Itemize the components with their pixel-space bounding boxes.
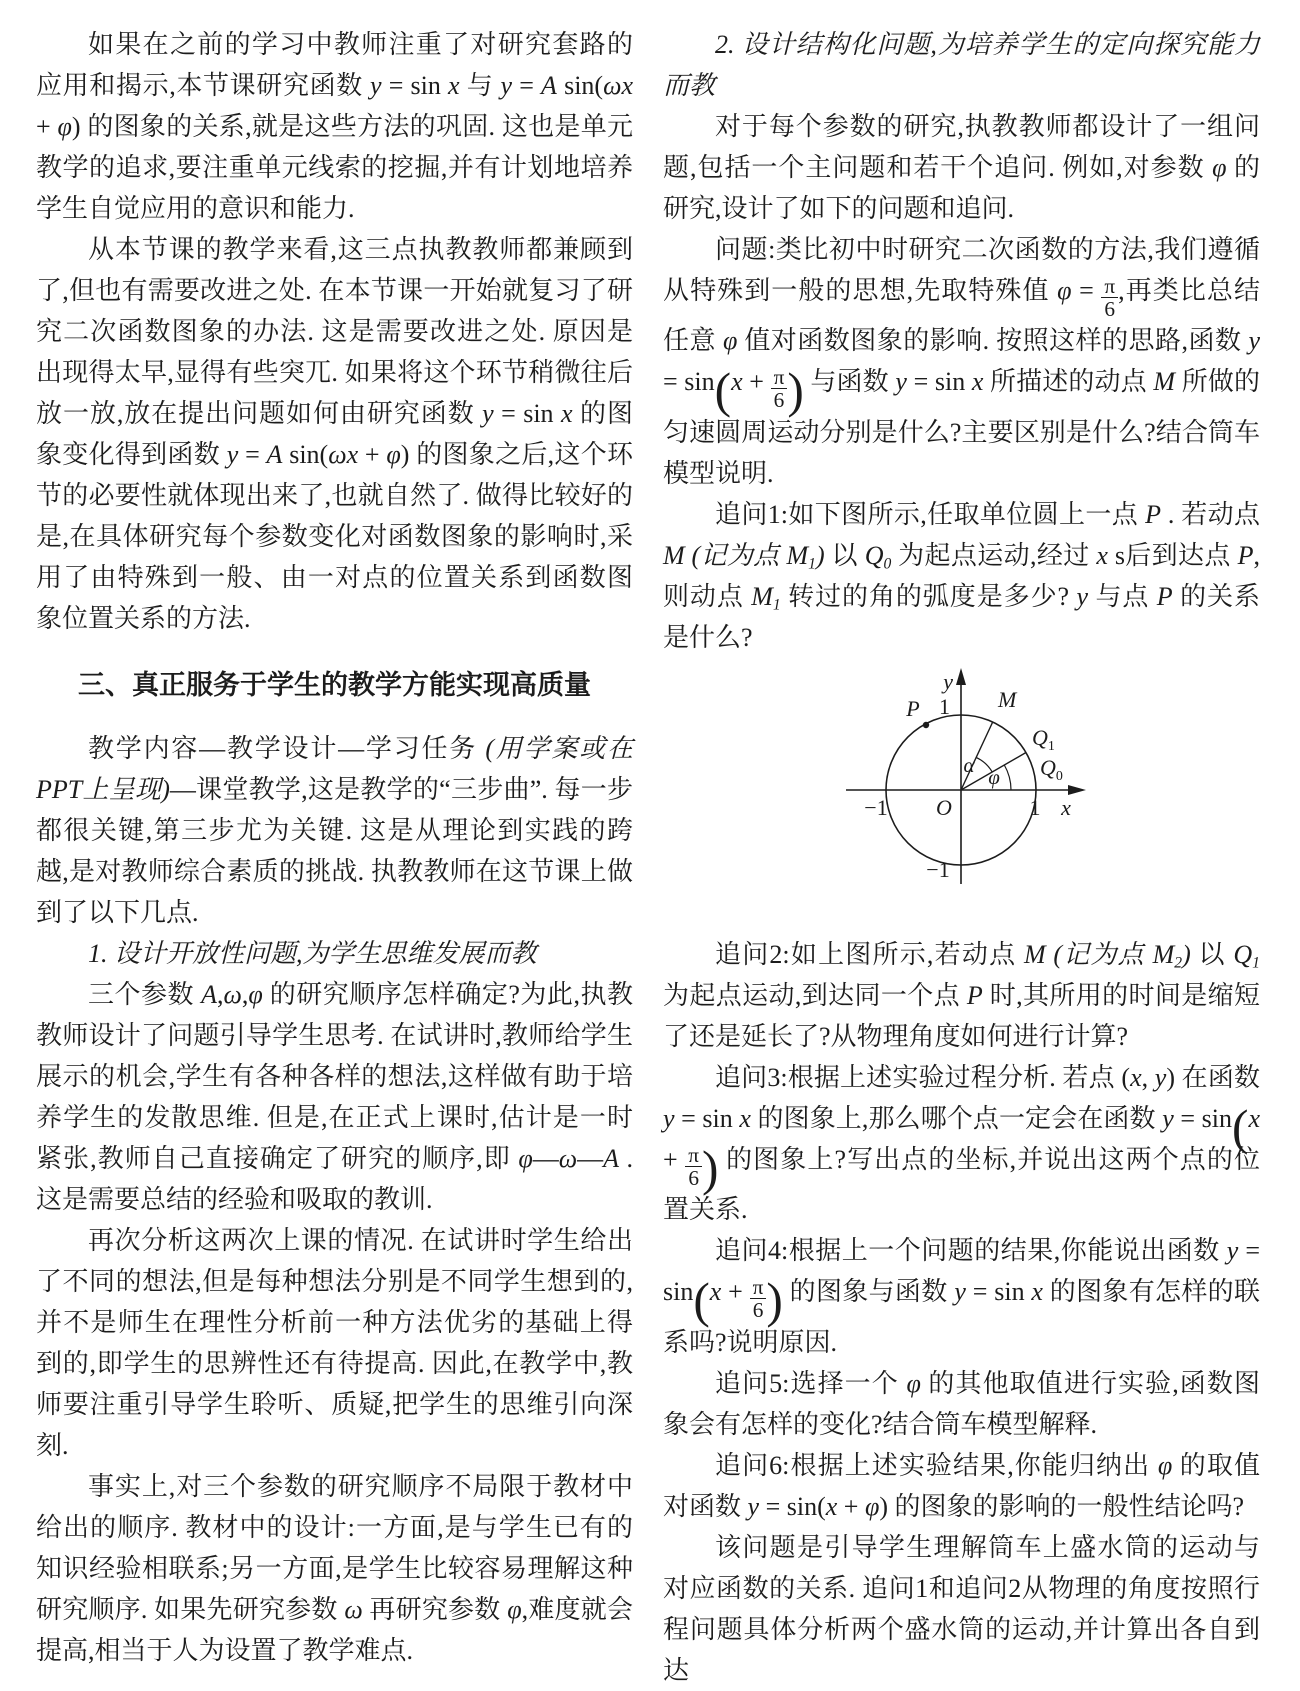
text-run: 的研究,设计了如下的问题和追问. (663, 153, 1260, 223)
text-run: 的图象有怎样的联系吗?说明原因. (663, 1277, 1260, 1357)
math-variable: $M_2$ (1152, 939, 1183, 972)
math-roman: = sin (1173, 1103, 1232, 1133)
math-variable: x (1031, 1277, 1043, 1307)
math-variable: φ (1212, 153, 1227, 182)
math-roman: + (36, 112, 58, 141)
text-run: 的图象上,那么哪个点一定会在函数 (750, 1103, 1163, 1133)
math-variable: φ (864, 1491, 880, 1521)
kai-text-run: 2. 设计结构化问题,为培养学生的定向探究能力而教 (663, 30, 1260, 100)
text-run: — (577, 1144, 604, 1173)
math-subscript: 1 (772, 596, 781, 614)
paragraph (663, 934, 1260, 1057)
math-variable: φ (386, 440, 401, 469)
math-variable: φ (57, 112, 72, 141)
math-variable: P (1156, 581, 1173, 611)
text-run: 所做的匀速圆周运动分别是什么?主要区别是什么?结合筒车模型说明. (663, 367, 1260, 488)
math-roman: = sin (663, 1236, 1260, 1307)
math-variable: y (954, 1277, 966, 1307)
big-parenthesis: ) (766, 1273, 783, 1329)
kai-text-run: (记为点 (684, 540, 787, 570)
text-run: 追问6:根据上述实验结果,你能归纳出 (715, 1450, 1158, 1480)
math-variable: y (482, 399, 494, 428)
right-column (663, 24, 1260, 1691)
label-P: P (905, 695, 920, 721)
math-subscript: 0 (883, 555, 892, 573)
math-roman: + (358, 440, 387, 469)
math-variable: y (663, 1103, 675, 1133)
math-variable: φ (518, 1144, 533, 1173)
fraction-numerator: π (1104, 273, 1116, 298)
kai-text-run: ) (1182, 939, 1199, 969)
label-phi: φ (987, 764, 1000, 789)
text-run: , (241, 980, 249, 1009)
text-run: 的图象的关系,就是这些方法的巩固. 这也是单元教学的追求,要注重单元线索的挖掘,并有计划地培养学生自觉应用的意识和能力. (36, 112, 633, 223)
math-roman: ) (71, 112, 81, 141)
label-Q0: $Q_0$ (1039, 754, 1063, 784)
math-variable: ωx (328, 440, 359, 469)
math-variable: y (895, 367, 907, 397)
math-subscript: 2 (1174, 954, 1183, 972)
text-run: 的取值对函数 (663, 1450, 1260, 1521)
math-variable: x (825, 1491, 838, 1521)
fraction (771, 366, 788, 412)
math-variable: P (1145, 499, 1161, 529)
x-axis-label: x (1060, 794, 1071, 820)
fraction-numerator: π (752, 1274, 764, 1299)
text-run: ,再类比总结任意 (663, 276, 1260, 356)
math-variable: x (971, 367, 984, 397)
text-run: 再研究参数 (362, 1595, 508, 1624)
unit-circle-figure (663, 662, 1260, 926)
tick-one-top: 1 (938, 693, 950, 719)
math-variable: A (201, 980, 217, 1009)
text-run: . 若动点 (1160, 499, 1260, 529)
math-roman: = (1071, 276, 1102, 305)
math-variable: ω (344, 1595, 363, 1624)
text-run: 追问5:选择一个 (715, 1368, 907, 1398)
text-run: 为起点运动,经过 (891, 540, 1097, 570)
text-run: 追问1:如下图所示,任取单位圆上一点 (715, 499, 1146, 529)
text-run: 事实上,对三个参数的研究顺序不局限于教材中给出的顺序. 教材中的设计:一方面,是与学生已有的知识经验相联系;另一方面,是学生比较容易理解这种研究顺序. 如果先研究参数 (36, 1472, 633, 1624)
math-variable: P (1237, 540, 1254, 570)
math-variable: y (747, 1491, 760, 1521)
math-variable: A (266, 440, 283, 469)
math-variable: x (1248, 1103, 1260, 1133)
math-variable: x (731, 367, 743, 397)
math-variable: $M_1$ (786, 540, 816, 573)
math-variable: $Q_0$ (864, 540, 892, 573)
kai-text-run: (用学案或在PPT上呈现) (36, 734, 633, 804)
paragraph (663, 1057, 1260, 1230)
label-origin: O (935, 794, 952, 820)
math-roman: = sin (493, 399, 562, 428)
text-run: s后到达点 (1107, 540, 1238, 570)
math-variable: φ (1057, 276, 1072, 305)
math-roman: = sin (906, 367, 972, 397)
text-run: 三个参数 (88, 980, 202, 1009)
tick-minus-one-bottom: −1 (925, 856, 950, 882)
math-variable: ωx (603, 71, 633, 100)
math-variable: y (370, 71, 382, 100)
text-run: 的关系是什么? (663, 581, 1260, 652)
math-variable: M (663, 540, 685, 570)
math-variable: φ (722, 326, 738, 356)
text-run: 以 (1198, 939, 1234, 969)
math-roman: + (663, 1144, 686, 1174)
math-variable: φ (906, 1368, 921, 1398)
label-M: M (997, 686, 1016, 712)
text-run: . 这是需要总结的经验和吸取的教训. (36, 1144, 633, 1214)
math-roman: ( (1121, 1062, 1131, 1092)
y-axis-label: y (942, 668, 953, 694)
math-variable: y (226, 440, 239, 469)
math-roman: = (238, 440, 267, 469)
text-run: 所描述的动点 (983, 367, 1154, 397)
math-roman: = sin (663, 367, 715, 397)
math-roman: sin( (556, 71, 604, 100)
sub-heading (663, 24, 1260, 106)
big-parenthesis: ( (1231, 1099, 1249, 1155)
math-variable: ω (558, 1144, 578, 1173)
paragraph (663, 1363, 1260, 1445)
tick-one-right: 1 (1029, 794, 1040, 820)
math-variable: $M_1$ (751, 581, 781, 614)
y-axis-arrow (956, 668, 966, 685)
fraction (750, 1276, 767, 1322)
text-run: ,则动点 (663, 540, 1260, 611)
big-parenthesis: ( (714, 363, 732, 419)
math-roman: = sin (965, 1277, 1032, 1307)
paragraph (36, 1220, 633, 1466)
math-variable: y (1248, 326, 1260, 356)
math-roman: = sin (674, 1103, 740, 1133)
math-variable: φ (248, 980, 263, 1009)
text-run: 追问2:如上图所示,若动点 (715, 939, 1024, 969)
math-roman: , (1141, 1062, 1155, 1092)
text-run: 的图象变化得到函数 (36, 399, 633, 469)
text-run: 与函数 (803, 367, 896, 397)
fraction-numerator: π (773, 365, 785, 390)
math-roman: + (837, 1491, 865, 1521)
math-roman: ) (400, 440, 410, 469)
fraction (1101, 275, 1118, 321)
kai-text-run: ) (815, 540, 832, 570)
math-roman: + (742, 367, 771, 397)
text-run: 问题:类比初中时研究二次函数的方法,我们遵循从特殊到一般的思想,先取特殊值 (663, 235, 1260, 305)
math-variable: A (541, 71, 557, 100)
fraction-numerator: π (688, 1142, 700, 1167)
paragraph (663, 106, 1260, 229)
fraction-denominator: 6 (685, 1166, 702, 1189)
fraction-denominator: 6 (750, 1298, 767, 1321)
math-roman: sin( (282, 440, 329, 469)
math-roman: = sin( (759, 1491, 826, 1521)
text-run: 从本节课的教学来看,这三点执教教师都兼顾到了,但也有需要改进之处. 在本节课一开始就复习了研究二次函数图象的办法. 这是需要改进之处. 原因是出现得太早,显得有些突兀. 如果将这个环节稍微往后放一放,放在提出问题如何由研究函数 (36, 235, 633, 428)
phi-arc (1004, 765, 1011, 790)
text-run: 的图象的影响的一般性结论吗? (888, 1491, 1245, 1521)
label-alpha: α (962, 752, 975, 777)
text-run: 转过的角的弧度是多少? (780, 581, 1077, 611)
paragraph (36, 974, 633, 1220)
paragraph (36, 1466, 633, 1671)
math-variable: y (1162, 1103, 1174, 1133)
section-heading (36, 665, 633, 706)
text-run: 时,其所用的时间是缩短了还是延长了?从物理角度如何进行计算? (663, 980, 1260, 1051)
math-roman: ) (879, 1491, 889, 1521)
math-variable: y (1154, 1062, 1167, 1092)
text-run: — (532, 1144, 559, 1173)
paragraph (663, 1230, 1260, 1362)
fraction (685, 1144, 702, 1190)
fraction-denominator: 6 (771, 388, 788, 411)
math-variable: A (603, 1144, 619, 1173)
math-variable: x (448, 71, 460, 100)
text-run: 以 (831, 540, 865, 570)
text-run: , (216, 980, 224, 1009)
text-run: 为起点运动,到达同一个点 (663, 980, 967, 1010)
text-run: ,难度就会提高,相当于人为设置了教学难点. (36, 1595, 633, 1665)
math-subscript: 1 (1252, 954, 1260, 972)
math-variable: x (1130, 1062, 1142, 1092)
kai-text-run: 1. 设计开放性问题,为学生思维发展而教 (88, 939, 537, 968)
text-run: 追问4:根据上一个问题的结果,你能说出函数 (715, 1236, 1227, 1266)
math-roman: + (721, 1277, 750, 1307)
math-roman: = (512, 71, 542, 100)
math-variable: x (1096, 540, 1108, 570)
text-run: 在函数 (1175, 1062, 1260, 1092)
math-subscript: 1 (808, 555, 816, 573)
paragraph (663, 229, 1260, 494)
text-run: 三、真正服务于学生的教学方能实现高质量 (78, 670, 591, 700)
math-variable: P (966, 980, 983, 1010)
paragraph (36, 229, 633, 639)
big-parenthesis: ) (787, 363, 804, 419)
text-run: 如果在之前的学习中教师注重了对研究套路的应用和揭示,本节课研究函数 (36, 30, 633, 100)
text-run: 追问3:根据上述实验过程分析. 若点 (715, 1062, 1122, 1092)
text-run: 的图象上?写出点的坐标,并说出这两个点的位置关系. (663, 1144, 1260, 1225)
paragraph (663, 1445, 1260, 1527)
paragraph (36, 24, 633, 229)
text-run: 值对函数图象的影响. 按照这样的思路,函数 (737, 326, 1249, 356)
sub-heading (36, 933, 633, 974)
text-run: 与 (459, 71, 501, 100)
fraction-denominator: 6 (1101, 297, 1118, 320)
math-roman: = sin (381, 71, 449, 100)
big-parenthesis: ) (702, 1140, 719, 1196)
math-variable: y (1226, 1236, 1239, 1266)
left-column (36, 24, 633, 1691)
math-roman: ) (1166, 1062, 1176, 1092)
x-axis-arrow (1068, 785, 1086, 795)
label-Q1: $Q_1$ (1031, 724, 1055, 754)
text-run: 教学内容—教学设计—学习任务 (88, 734, 486, 763)
math-variable: ω (223, 980, 242, 1009)
math-variable: x (739, 1103, 751, 1133)
math-variable: x (709, 1277, 722, 1307)
text-run: 的其他取值进行实验,函数图象会有怎样的变化?结合筒车模型解释. (663, 1368, 1260, 1439)
paragraph (36, 728, 633, 933)
text-run: —课堂教学,这是教学的“三步曲”. 每一步都很关键,第三步尤为关键. 这是从理论到实践的跨越,是对教师综合素质的挑战. 执教教师在这节课上做到了以下几点. (36, 775, 633, 927)
paragraph (663, 1527, 1260, 1691)
text-run: 再次分析这两次上课的情况. 在试讲时学生给出了不同的想法,但是每种想法分别是不同学生想到的,并不是师生在理性分析前一种方法优劣的基础上得到的,即学生的思辨性还有待提高. 因此,在教学中,教师要注重引导学生聆听、质疑,把学生的思维引向深刻. (36, 1226, 633, 1460)
text-run: 该问题是引导学生理解筒车上盛水筒的运动与对应函数的关系. 追问1和追问2从物理的角度按照行程问题具体分析两个盛水筒的运动,并计算出各自到达 (663, 1532, 1260, 1685)
math-variable: φ (1157, 1450, 1173, 1480)
tick-minus-one-left: −1 (863, 794, 888, 820)
math-variable: M (1024, 939, 1046, 969)
text-run: 的研究顺序怎样确定?为此,执教教师设计了问题引导学生思考. 在试讲时,教师给学生展示的机会,学生有各种各样的想法,这样做有助于培养学生的发散思维. 但是,在正式上课时,估计是一时紧张,教师自己直接确定了研究的顺序,即 (36, 980, 633, 1173)
text-run: 与点 (1088, 581, 1157, 611)
math-variable: φ (507, 1595, 522, 1624)
unit-circle-diagram (806, 662, 1118, 914)
text-run: 的图象之后,这个环节的必要性就体现出来了,也就自然了. 做得比较好的是,在具体研究每个参数变化对函数图象的影响时,采用了由特殊到一般、由一对点的位置关系到函数图象位置关系的方法. (36, 440, 633, 633)
math-variable: y (1076, 581, 1089, 611)
text-run: 对于每个参数的研究,执教教师都设计了一组问题,包括一个主问题和若干个追问. 例如,对参数 (663, 112, 1260, 182)
math-variable: x (561, 399, 573, 428)
kai-text-run: (记为点 (1045, 939, 1153, 969)
text-run: 的图象与函数 (782, 1277, 955, 1307)
math-variable: y (500, 71, 513, 100)
paragraph (663, 494, 1260, 658)
math-variable: M (1153, 367, 1176, 397)
big-parenthesis: ( (693, 1273, 710, 1329)
math-variable: $Q_1$ (1233, 939, 1260, 972)
point-P (922, 722, 928, 728)
